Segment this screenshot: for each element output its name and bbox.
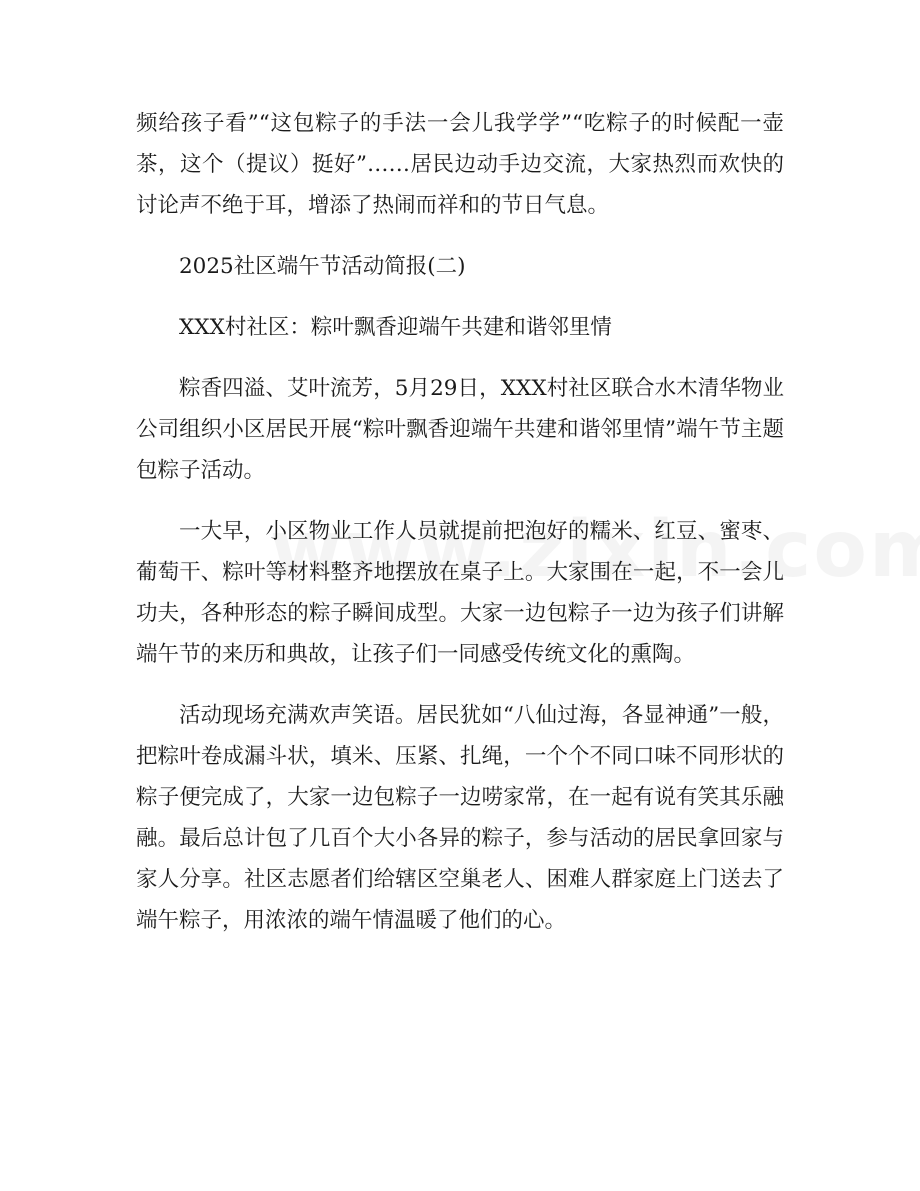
paragraph-preparation: 一大早，小区物业工作人员就提前把泡好的糯米、红豆、蜜枣、葡萄干、粽叶等材料整齐地摆放在桌子上。大家围在一起，不一会儿功夫，各种形态的粽子瞬间成型。大家一边包粽子一边为孩子们讲解端午节的来历和典故，让孩子们一同感受传统文化的熏陶。 [136,519,784,667]
paragraph-continuation: 频给孩子看”“这包粽子的手法一会儿我学学”“吃粽子的时候配一壶茶，这个（提议）挺好”……居民边动手边交流，大家热烈而欢快的讨论声不绝于耳，增添了热闹而祥和的节日气息。 [136,111,784,218]
paragraph-intro: 粽香四溢、艾叶流芳，5月29日，XXX村社区联合水木清华物业公司组织小区居民开展“粽叶飘香迎端午共建和谐邻里情”端午节主题包粽子活动。 [136,376,784,483]
section-title: 2025社区端午节活动简报(二) [179,254,466,279]
paragraph-activity: 活动现场充满欢声笑语。居民犹如“八仙过海，各显神通”一般，把粽叶卷成漏斗状，填米、压紧、扎绳，一个个不同口味不同形状的粽子便完成了，大家一边包粽子一边唠家常，在一起有说有笑其乐融融。最后总计包了几百个大小各异的粽子，参与活动的居民拿回家与家人分享。社区志愿者们给辖区空巢老人、困难人群家庭上门送去了端午粽子，用浓浓的端午情温暖了他们的心。 [136,703,784,933]
article-headline: XXX村社区：粽叶飘香迎端午共建和谐邻里情 [179,315,612,340]
document-body [136,103,784,961]
